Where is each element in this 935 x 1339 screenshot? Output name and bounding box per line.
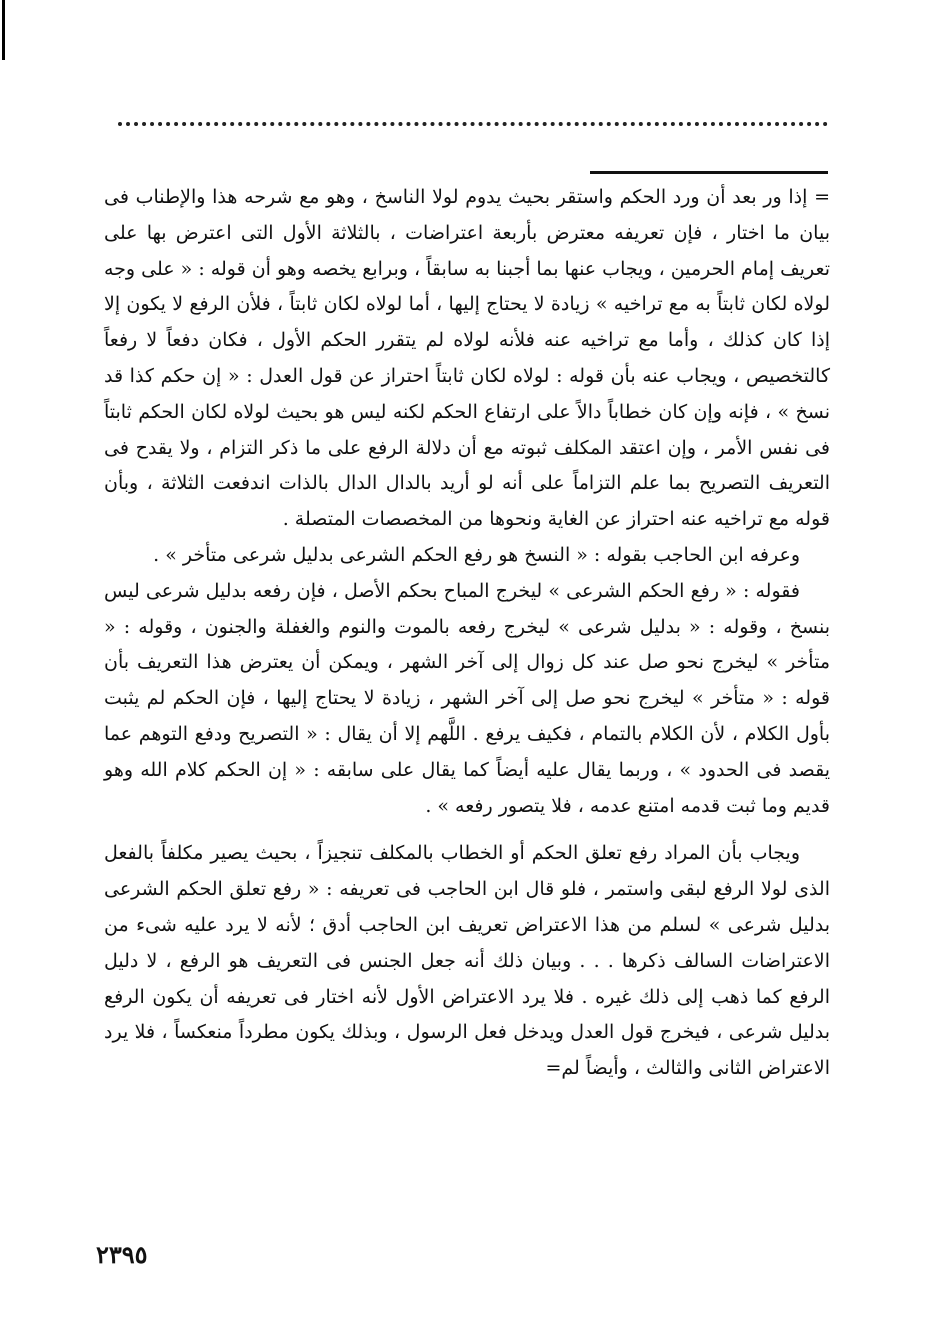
paragraph-response: ويجاب بأن المراد رفع تعلق الحكم أو الخطاب بالمكلف تنجيزاً ، بحيث يصير مكلفاً بالفعل الذى لولا الرفع لبقى واستمر ، فلو قال ابن الحاجب فى تعريفه : « رفع تعلق الحكم الشرعى بدليل شرعى » لسلم من هذا الاعتراض تعريف ابن الحاجب أدق ؛ لأنه لا يرد عليه شىء من الاعتراضات السالف ذكرها . . . وبيان ذلك أنه جعل الجنس فى التعريف هو الرفع ، لا دليل الرفع كما ذهب إلى ذلك غيره . فلا يرد الاعتراض الأول لأنه اختار فى تعريفه أن يكون الرفع بدليل شرعى ، فيخرج قول العدل ويدخل فعل الرسول ، وبذلك يكون مطرداً منعكساً ، فلا يرد الاعتراض الثانى والثالث ، وأيضاً لم= bbox=[104, 842, 830, 1080]
paragraph-continuation: = إذا ور بعد أن ورد الحكم واستقر بحيث يدوم لولا الناسخ ، وهو مع شرحه هذا والإطناب فى بيان ما اختار ، فإن تعريفه معترض بأربعة اعتراضات ، بالثلاثة الأول التى اعترض بها على تعريف إمام الحرمين ، ويجاب عنها بما أجبنا به سابقاً ، وبرابع يخصه وهو أن قوله : « على وجه لولاه لكان ثابتاً به مع تراخيه » زيادة لا يحتاج إليها ، أما لولاه لكان ثابتاً ، فلأن الرفع لا يكون إلا إذا كان كذلك ، وأما مع تراخيه عنه فلأنه لولاه لم يتقرر الحكم الأول ، فكان دفعاً لا رفعاً كالتخصيص ، ويجاب عنه بأن قوله : لولاه لكان ثابتاً احتراز عن قول العدل : « إن حكم كذا قد نسخ » ، فإنه وإن كان خطاباً دالاً على ارتفاع الحكم لكنه ليس هو بحيث لولاه لكان الحكم ثابتاً فى نفس الأمر ، وإن اعتقد المكلف ثبوته مع أن دلالة الرفع على ما ذكر التزام ، ولا يقدح فى التعريف التصريح بما علم التزاماً على أنه لو أريد بالدال الدال بالذات اندفعت الثلاثة ، وبأن قوله مع تراخيه عنه احتراز عن الغاية ونحوها من المخصصات المتصلة . bbox=[104, 186, 830, 531]
footnote-separator-rule bbox=[590, 171, 828, 174]
footnote-text-block bbox=[104, 180, 830, 1087]
page-number: ٢٣٩٥ bbox=[96, 1240, 148, 1269]
page-edge-mark bbox=[2, 0, 5, 60]
paragraph-definition-analysis: فقوله : « رفع الحكم الشرعى » ليخرج المباح بحكم الأصل ، فإن رفعه بدليل شرعى ليس بنسخ ، وقوله : « بدليل شرعى » ليخرج رفعه بالموت والنوم والغفلة والجنون ، وقوله : « متأخر » ليخرج نحو صل عند كل زوال إلى آخر الشهر ، ويمكن أن يعترض هذا التعريف بأن قوله : « متأخر » ليخرج نحو صل إلى آخر الشهر ، زيادة لا يحتاج إليها ، فإن الحكم لم يثبت بأول الكلام ، لأن الكلام بالتمام ، فكيف يرفع . اللَّهم إلا أن يقال : « التصريح ودفع التوهم عما يقصد فى الحدود » ، وربما يقال عليه أيضاً كما يقال على سابقه : « إن الحكم كلام الله وهو قديم وما ثبت قدمه امتنع عدمه ، فلا يتصور رفعه » . bbox=[104, 579, 830, 817]
paragraph-gap bbox=[104, 824, 830, 836]
header-dotted-rule bbox=[118, 122, 828, 126]
paragraph-ibn-hajib-definition: وعرفه ابن الحاجب بقوله : « النسخ هو رفع الحكم الشرعى بدليل شرعى متأخر » . bbox=[153, 543, 800, 566]
